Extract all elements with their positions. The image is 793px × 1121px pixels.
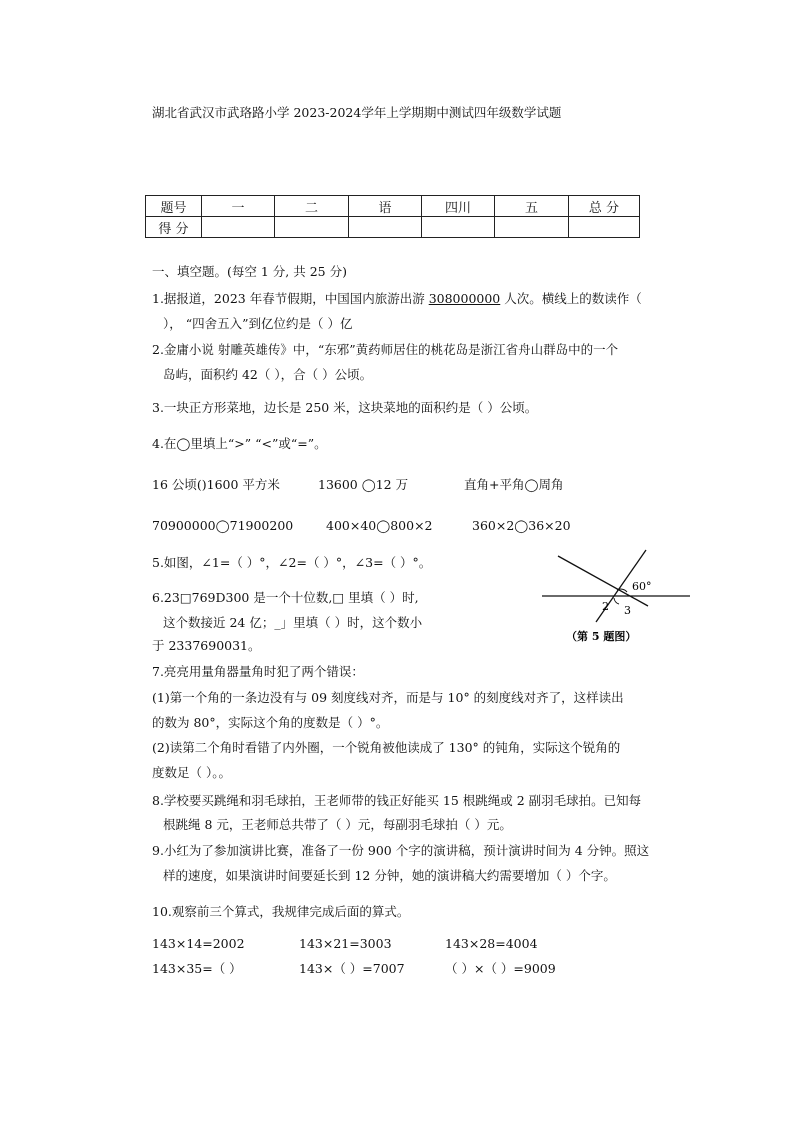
score-cell[interactable] xyxy=(349,217,422,238)
question-7-stem: 7.亮亮用量角器量角时犯了两个错误： xyxy=(152,664,364,679)
question-7-part-2-line-2: 度数足（ ）。。 xyxy=(152,765,231,780)
equation: 143×（ ）=7007 xyxy=(299,961,405,976)
question-4-item: 13600 ◯12 万 xyxy=(318,477,409,492)
table-header-cell: 四川 xyxy=(422,196,495,217)
table-header-cell: 题号 xyxy=(146,196,202,217)
underlined-number: 308000000 xyxy=(428,291,501,306)
question-4-item: 直角+平角◯周角 xyxy=(464,477,564,492)
question-8-line-1: 8.学校要买跳绳和羽毛球拍，王老师带的钱正好能买 15 根跳绳或 2 副羽毛球拍。已知每 xyxy=(152,793,642,808)
question-9-line-2: 样的速度，如果演讲时间要延长到 12 分钟，她的演讲稿大约需要增加（ ）个字。 xyxy=(163,868,616,883)
angle-label-2: 2 xyxy=(602,600,609,613)
question-text: 人次。横线上的数读作（ xyxy=(500,291,642,306)
score-cell[interactable] xyxy=(202,217,275,238)
question-7-part-1-line-1: (1)第一个角的一条边没有与 09 刻度线对齐，而是与 10° 的刻度线对齐了，这样读出 xyxy=(152,690,624,705)
question-7-part-2-line-1: (2)读第二个角时看错了内外圈，一个锐角被他读成了 130° 的钝角，实际这个锐角的 xyxy=(152,740,621,755)
score-cell[interactable] xyxy=(569,217,640,238)
question-6-line-1: 6.23□769D300 是一个十位数,□ 里填（ ）时, xyxy=(152,590,419,605)
table-header-cell: 二 xyxy=(275,196,349,217)
equation: 143×35=（ ） xyxy=(152,961,242,976)
equation: 143×21=3003 xyxy=(299,936,392,951)
figure-caption: （第 5 题图） xyxy=(566,630,637,643)
question-9-line-1: 9.小红为了参加演讲比赛，准备了一份 900 个字的演讲稿，预计演讲时间为 4 分钟。照这 xyxy=(152,843,650,858)
equation: 143×28=4004 xyxy=(445,936,538,951)
question-2-line-2: 岛屿，面积约 42（ ），合（ ）公顷。 xyxy=(163,367,373,382)
question-4-item: 16 公顷()1600 平方米 xyxy=(152,477,280,492)
table-header-cell: 语 xyxy=(349,196,422,217)
question-6-line-2: 这个数接近 24 亿；_」里填（ ）时，这个数小 xyxy=(163,615,423,630)
score-table xyxy=(145,195,640,238)
question-6-line-3: 于 2337690031。 xyxy=(152,638,261,653)
question-4-item: 70900000◯71900200 xyxy=(152,518,294,533)
table-row-label: 得 分 xyxy=(146,217,202,238)
exam-title: 湖北省武汉市武珞路小学 2023-2024学年上学期期中测试四年级数学试题 xyxy=(152,105,562,120)
question-8-line-2: 根跳绳 8 元，王老师总共带了（ ）元，每副羽毛球拍（ ）元。 xyxy=(163,817,512,832)
question-5: 5.如图，∠1=（ ）°，∠2=（ ）°，∠3=（ ）°。 xyxy=(152,555,432,570)
score-cell[interactable] xyxy=(495,217,569,238)
question-4-stem: 4.在◯里填上“>” “<”或“=”。 xyxy=(152,436,327,451)
question-1-line-1 xyxy=(152,291,642,307)
score-cell[interactable] xyxy=(422,217,495,238)
table-header-cell: 一 xyxy=(202,196,275,217)
score-table-score-row xyxy=(146,217,640,238)
question-2-line-1: 2.金庸小说 射雕英雄传》中，“东邪”黄药师居住的桃花岛是浙江省舟山群岛中的一个 xyxy=(152,342,619,357)
angle-label-60: 60° xyxy=(632,580,652,593)
table-header-cell: 总 分 xyxy=(569,196,640,217)
question-10-stem: 10.观察前三个算式，我规律完成后面的算式。 xyxy=(152,904,410,919)
equation: （ ）×（ ）=9009 xyxy=(445,961,556,976)
equation: 143×14=2002 xyxy=(152,936,245,951)
angle-label-3: 3 xyxy=(624,604,631,617)
question-1-line-2: ）， “四舍五入”到亿位约是（ ）亿 xyxy=(163,316,353,331)
question-4-item: 360×2◯36×20 xyxy=(472,518,571,533)
question-4-item: 400×40◯800×2 xyxy=(326,518,433,533)
section-heading: 一、填空题。(每空 1 分, 共 25 分) xyxy=(152,264,347,279)
angle-figure xyxy=(540,548,690,648)
question-text: 1.据报道，2023 年春节假期，中国国内旅游出游 xyxy=(152,291,429,306)
question-7-part-1-line-2: 的数为 80°，实际这个角的度数是（ ）°。 xyxy=(152,715,389,730)
angle-arc xyxy=(614,598,619,604)
question-3: 3.一块正方形菜地，边长是 250 米，这块菜地的面积约是（ ）公顷。 xyxy=(152,400,538,415)
table-header-cell: 五 xyxy=(495,196,569,217)
score-cell[interactable] xyxy=(275,217,349,238)
score-table-header-row xyxy=(146,196,640,217)
